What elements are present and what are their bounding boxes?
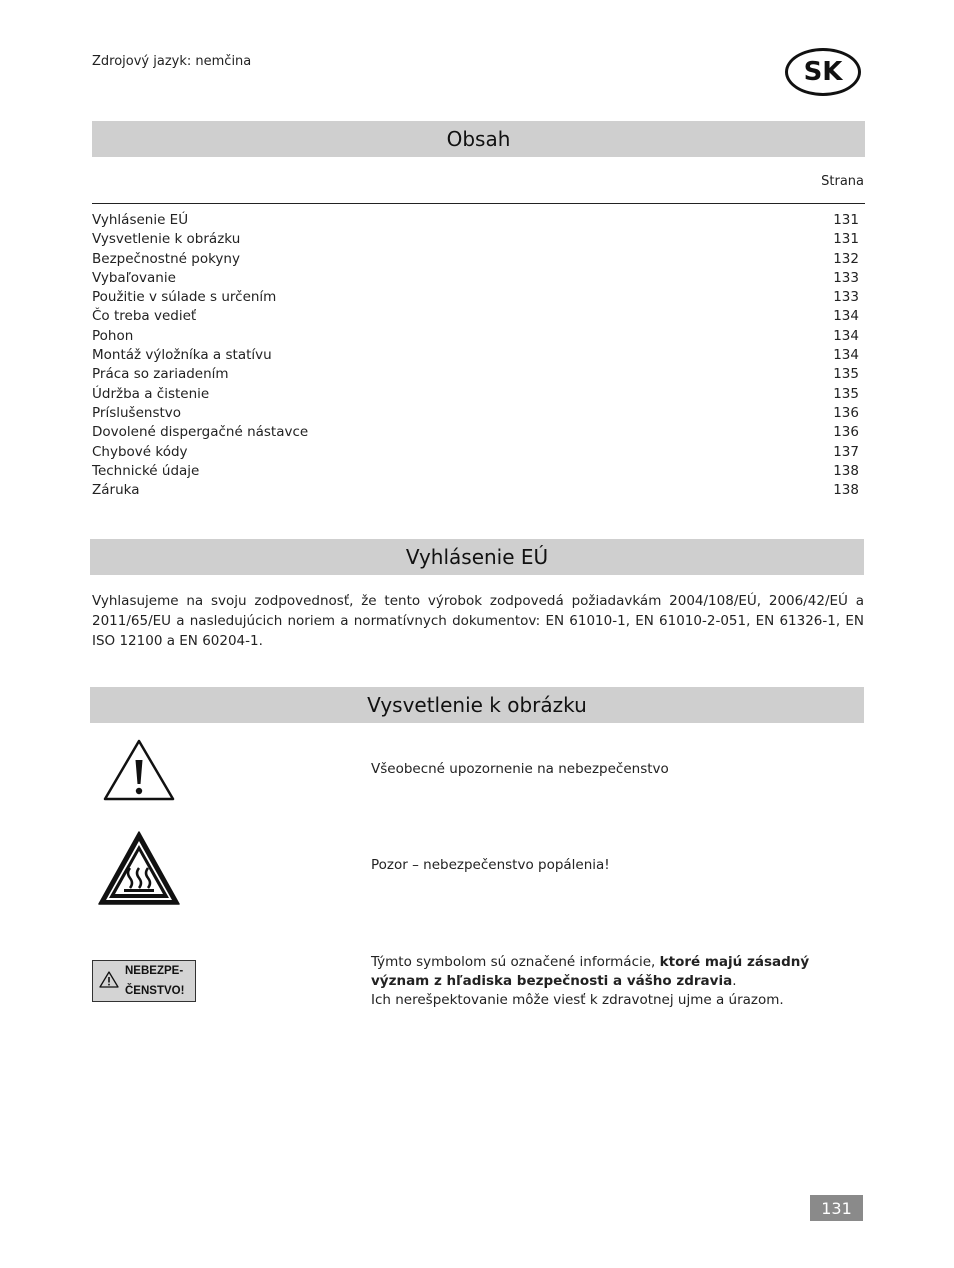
toc-entry-page: 133	[833, 269, 859, 286]
toc-entry-page: 134	[833, 347, 859, 364]
toc-entry	[92, 269, 859, 288]
page-number: 131	[810, 1195, 863, 1221]
danger-label-line2: ČENSTVO!	[125, 985, 185, 997]
toc-entry-page: 131	[833, 212, 859, 228]
toc-entry	[92, 288, 859, 307]
toc-entry-page: 132	[833, 250, 859, 267]
toc-entry	[92, 423, 859, 442]
toc-entry	[92, 481, 859, 500]
language-badge: SK	[785, 48, 861, 96]
toc-entry	[92, 346, 859, 365]
toc-entry-label: Bezpečnostné pokyny	[92, 250, 240, 267]
toc-entry-label: Chybové kódy	[92, 443, 188, 460]
toc-entry-label: Vybaľovanie	[92, 269, 176, 286]
page-column-label: Strana	[821, 174, 864, 189]
table-of-contents	[92, 211, 859, 500]
toc-entry-page: 134	[833, 327, 859, 344]
symbols-heading: Vysvetlenie k obrázku	[90, 687, 864, 723]
toc-entry-page: 136	[833, 424, 859, 441]
toc-entry-page: 135	[833, 385, 859, 402]
toc-entry	[92, 404, 859, 423]
toc-entry-label: Údržba a čistenie	[92, 385, 210, 402]
toc-entry-page: 133	[833, 289, 859, 306]
toc-entry	[92, 462, 859, 481]
toc-entry-page: 138	[833, 462, 859, 479]
toc-entry-page: 131	[833, 231, 859, 248]
toc-entry-page: 137	[833, 443, 859, 460]
toc-entry-label: Vyhlásenie EÚ	[92, 212, 189, 228]
toc-entry	[92, 365, 859, 384]
toc-entry	[92, 307, 859, 326]
toc-entry-label: Technické údaje	[92, 462, 200, 479]
danger-label-line1: NEBEZPE-	[125, 965, 184, 977]
danger-label-emphasis: ktoré majú zásadný význam z hľadiska bezpečnosti a vášho zdravia	[371, 954, 810, 989]
toc-heading: Obsah	[92, 121, 865, 157]
toc-entry-label: Čo treba vedieť	[92, 308, 197, 325]
toc-entry-label: Montáž výložníka a statívu	[92, 347, 272, 364]
toc-entry-label: Príslušenstvo	[92, 404, 182, 421]
toc-entry-page: 134	[833, 308, 859, 325]
eu-declaration-heading: Vyhlásenie EÚ	[90, 539, 864, 575]
toc-entry	[92, 327, 859, 346]
toc-entry-page: 135	[833, 366, 859, 383]
toc-entry-page: 136	[833, 404, 859, 421]
toc-entry-label: Záruka	[92, 482, 140, 499]
warning-triangle-icon	[99, 971, 119, 992]
toc-entry	[92, 443, 859, 462]
toc-entry	[92, 250, 859, 269]
toc-entry	[92, 385, 859, 404]
toc-entry	[92, 230, 859, 249]
toc-entry-page: 138	[833, 482, 859, 499]
general-warning-description: Všeobecné upozornenie na nebezpečenstvo	[371, 761, 669, 777]
toc-entry	[92, 211, 859, 230]
toc-entry-label: Pohon	[92, 327, 134, 344]
danger-label-consequence: Ich nerešpektovanie môže viesť k zdravotnej ujme a úrazom.	[371, 992, 784, 1008]
eu-declaration-text: Vyhlasujeme na svoju zodpovednosť, že tento výrobok zodpovedá požiadavkám 2004/108/EÚ, 2006/42/EÚ a 2011/65/EU a nasledujúcich noriem a normatívnych dokumentov: EN 61010-1, EN 61010-2-051, EN 61326-1, EN ISO 12100 a EN 60204-1.	[92, 593, 864, 649]
toc-divider	[92, 203, 865, 204]
danger-label	[92, 960, 196, 1002]
hot-surface-warning-icon	[97, 830, 181, 910]
toc-entry-label: Dovolené dispergačné nástavce	[92, 424, 309, 441]
source-language-note: Zdrojový jazyk: nemčina	[92, 54, 252, 69]
general-warning-icon	[102, 738, 176, 806]
toc-entry-label: Práca so zariadením	[92, 366, 229, 383]
hot-surface-description: Pozor – nebezpečenstvo popálenia!	[371, 857, 610, 873]
danger-label-description: Týmto symbolom sú označené informácie, ktoré majú zásadný význam z hľadiska bezpečnosti a vášho zdravia. Ich nerešpektovanie môže viesť k zdravotnej ujme a úrazom.	[371, 954, 810, 1008]
toc-entry-label: Vysvetlenie k obrázku	[92, 231, 241, 248]
toc-entry-label: Použitie v súlade s určením	[92, 289, 277, 306]
